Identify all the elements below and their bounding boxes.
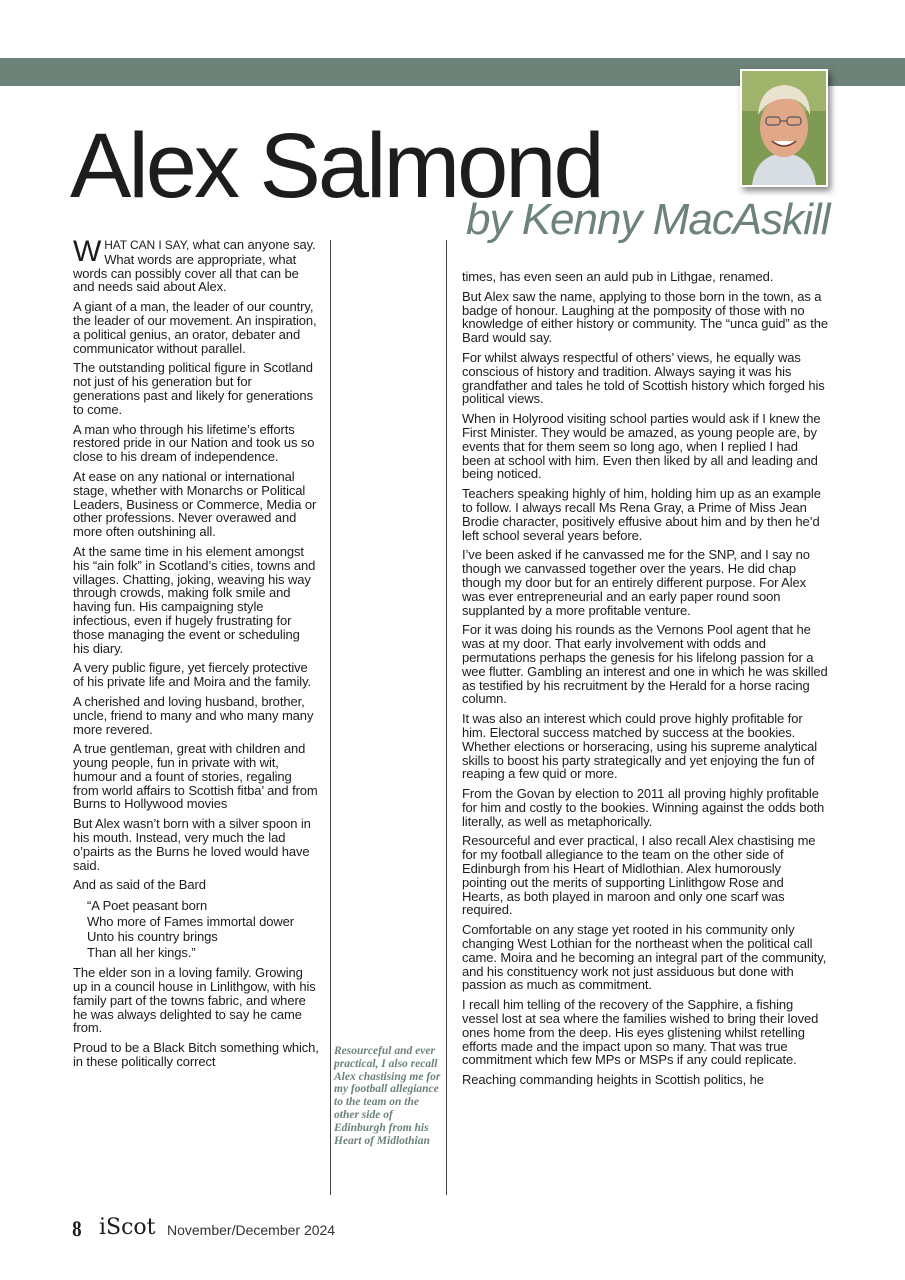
burns-verse [87, 898, 319, 960]
magazine-brand: iScot [99, 1215, 156, 1240]
portrait-illustration [742, 71, 826, 185]
column-divider [330, 240, 331, 1195]
body-paragraph: It was also an interest which could prove highly profitable for him. Electoral success matched by success at the bookies. Whether elections or horseracing, using his supreme analytical skills to boost his party strategically and yet enjoying the fun of reaping a few quid or more. [462, 711, 818, 782]
lead-text: what can anyone say. What words are appropriate, what words can possibly cover all that can be and needs said about Alex. [73, 237, 316, 295]
right-column [462, 270, 828, 1093]
body-paragraph: When in Holyrood visiting school parties would ask if I knew the First Minister. They would be amazed, as young people are, by events that for them seem so long ago, when I replied I had been at school with him. Even then liked by all and leading and being noticed. [462, 411, 821, 482]
body-paragraph: The elder son in a loving family. Growing up in a council house in Linlithgow, with his family part of the towns fabric, and where he was always delighted to say he came from. [73, 965, 316, 1036]
column-divider [446, 240, 447, 1195]
lead-small-caps: HAT CAN I SAY, [104, 238, 190, 252]
body-paragraph: A cherished and loving husband, brother, uncle, friend to many and who many many more revered. [73, 693, 314, 737]
article-title: Alex Salmond [70, 115, 602, 217]
body-paragraph: At the same time in his element amongst his “ain folk” in Scotland’s cities, towns and villages. Chatting, joking, weaving his way through crowds, making folk smile and having fun. His campaigning style infectious, even if hugely frustrating for those managing the event or scheduling his diary. [73, 543, 316, 656]
left-column [73, 235, 319, 1075]
body-paragraph: I’ve been asked if he canvassed me for the SNP, and I say no though we canvassed together over the years. He did chap though my door but for an entirely different purpose. For Alex was ever entrepreneurial and an early paper round soon supplanted by a more profitable venture. [462, 547, 810, 618]
drop-cap: W [73, 235, 102, 268]
article-byline: by Kenny MacAskill [466, 195, 830, 244]
body-paragraph: Comfortable on any stage yet rooted in his community only changing West Lothian for the northeast when the political call came. Moira and he becoming an integral part of the community, and his constituency work not just assiduous but done with passion as much as commitment. [462, 922, 827, 993]
verse-line: Than all her kings.” [87, 944, 196, 960]
body-paragraph: Resourceful and ever practical, I also recall Alex chastising me for my football allegiance to the team on the other side of Edinburgh from his Heart of Midlothian. Alex humorously pointing out the merits of supporting Linlithgow Rose and Hearts, as both played in maroon and only one scarf was required. [462, 833, 816, 918]
body-paragraph: At ease on any national or international stage, whether with Monarchs or Political Leaders, Business or Commerce, Media or other professions. Never overawed and more often outshining all. [73, 468, 317, 540]
body-paragraph: But Alex saw the name, applying to those born in the town, as a badge of honour. Laughing at the pomposity of those with no knowledge of either history or community. The “unca guid” as the Bard would say. [462, 288, 828, 346]
body-paragraph: Proud to be a Black Bitch something which, in these politically correct [73, 1040, 319, 1070]
body-paragraph: I recall him telling of the recovery of the Sapphire, a fishing vessel lost at sea where the families wished to bring their loved ones home from the deep. His eyes glistening whilst retelling efforts made and the impact upon so many. That was true commitment which few MPs or MSPs if any could replicate. [462, 997, 819, 1068]
pull-quote: Resourceful and ever practical, I also recall Alex chastising me for my football allegiance to the team on the other side of Edinburgh from his Heart of Midlothian [334, 1045, 441, 1147]
body-paragraph: times, has even seen an auld pub in Lithgae, renamed. [462, 269, 774, 284]
body-paragraph: Teachers speaking highly of him, holding him up as an example to follow. I always recall Ms Rena Gray, a Prime of Miss Jean Brodie character, positively effusive about him and by then he’d left school several years before. [462, 486, 821, 543]
body-paragraph: A giant of a man, the leader of our country, the leader of our movement. An inspiration, a political genius, an orator, debater and communicator without parallel. [73, 299, 317, 356]
author-portrait-photo [740, 69, 828, 187]
body-paragraph: From the Govan by election to 2011 all proving highly profitable for him and costly to the bookies. Winning against the odds both literally, as well as metaphorically. [462, 786, 825, 829]
verse-line: “A Poet peasant born [87, 898, 208, 914]
issue-date: November/December 2024 [167, 1222, 336, 1238]
body-paragraph: A true gentleman, great with children and young people, fun in private with wit, humour and a fount of stories, regaling from world affairs to Scottish fitba’ and from Burns to Hollywood movies [73, 741, 318, 812]
body-paragraph: A man who through his lifetime’s efforts restored pride in our Nation and took us so close to his dream of independence. [73, 421, 315, 465]
verse-line: Unto his country brings [87, 929, 218, 945]
body-paragraph: And as said of the Bard [73, 877, 206, 893]
body-paragraph: But Alex wasn’t born with a silver spoon in his mouth. Instead, very much the lad o’pairts as the Burns he loved would have said. [73, 816, 311, 873]
body-paragraph: For whilst always respectful of others’ views, he equally was conscious of history and tradition. Always saying it was his grandfather and tales he told of Scottish history which forged his political views. [462, 349, 825, 407]
body-paragraph: Reaching commanding heights in Scottish politics, he [462, 1072, 764, 1088]
lead-paragraph [73, 235, 319, 295]
page-number: 8 [72, 1217, 82, 1241]
body-paragraph: The outstanding political figure in Scotland not just of his generation but for generations past and likely for generations to come. [73, 360, 313, 417]
body-paragraph: A very public figure, yet fiercely protective of his private life and Moira and the family. [73, 660, 312, 690]
verse-line: Who more of Fames immortal dower [87, 913, 295, 929]
body-paragraph: For it was doing his rounds as the Vernons Pool agent that he was at my door. That early involvement with odds and permutations perhaps the genesis for his lifelong passion for a wee flutter. Gambling an interest and one in which he was skilled as testified by his recruitment by the Herald for a horse racing column. [462, 622, 828, 707]
